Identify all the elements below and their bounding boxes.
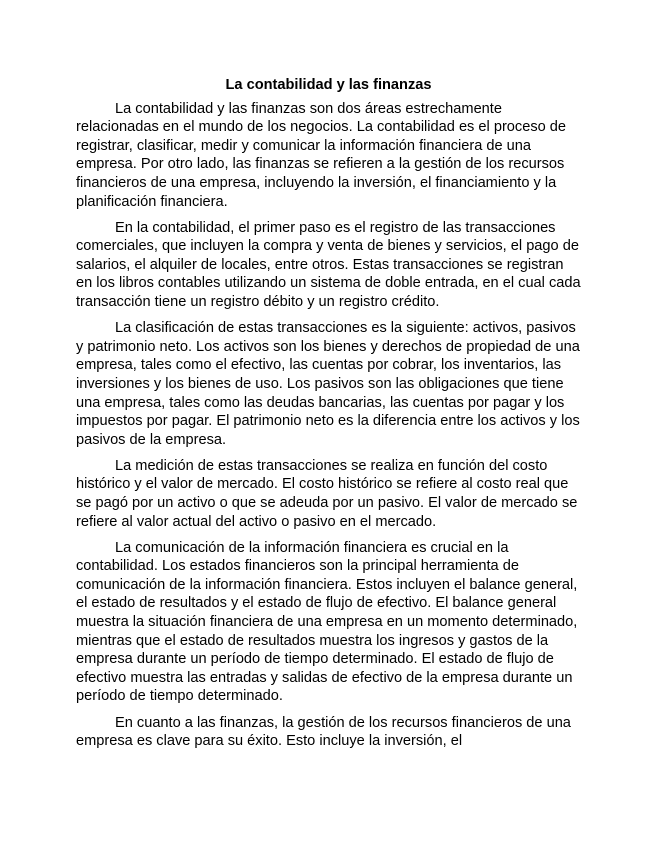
paragraph-4: La medición de estas transacciones se realiza en función del costo histórico y el valor de mercado. El costo histórico se refiere al costo real que se pagó por un activo o que se adeuda por un pasivo. El valor de mercado se refiere al valor actual del activo o pasivo en el mercado. bbox=[76, 457, 578, 530]
paragraph-1: La contabilidad y las finanzas son dos áreas estrechamente relacionadas en el mundo de los negocios. La contabilidad es el proceso de registrar, clasificar, medir y comunicar la información financiera de una empresa. Por otro lado, las finanzas se refieren a la gestión de los recursos financieros de una empresa, incluyendo la inversión, el financiamiento y la planificación financiera. bbox=[76, 100, 567, 210]
paragraph-6: En cuanto a las finanzas, la gestión de los recursos financieros de una empresa es clave para su éxito. Esto incluye la inversión, el bbox=[76, 714, 571, 750]
document-page bbox=[76, 76, 581, 758]
paragraph-3: La clasificación de estas transacciones es la siguiente: activos, pasivos y patrimonio neto. Los activos son los bienes y derechos de propiedad de una empresa, tales como el efectivo, las cuentas por cobrar, los inventarios, las inversiones y los bienes de uso. Los pasivos son las obligaciones que tiene una empresa, tales como las deudas bancarias, las cuentas por pagar y los impuestos por pagar. El patrimonio neto es la diferencia entre los activos y los pasivos de la empresa. bbox=[76, 320, 580, 448]
paragraph-5: La comunicación de la información financiera es crucial en la contabilidad. Los estados financieros son la principal herramienta de comunicación de la información financiera. Estos incluyen el balance general, el estado de resultados y el estado de flujo de efectivo. El balance general muestra la situación financiera de una empresa en un momento determinado, mientras que el estado de resultados muestra los ingresos y gastos de la empresa durante un período de tiempo determinado. El estado de flujo de efectivo muestra las entradas y salidas de efectivo de la empresa durante un período de tiempo determinado. bbox=[76, 539, 578, 705]
document-title: La contabilidad y las finanzas bbox=[225, 77, 432, 93]
paragraph-2: En la contabilidad, el primer paso es el registro de las transacciones comerciales, que incluyen la compra y venta de bienes y servicios, el pago de salarios, el alquiler de locales, entre otros. Estas transacciones se registran en los libros contables utilizando un sistema de doble entrada, en el cual cada transacción tiene un registro débito y un registro crédito. bbox=[76, 219, 581, 311]
